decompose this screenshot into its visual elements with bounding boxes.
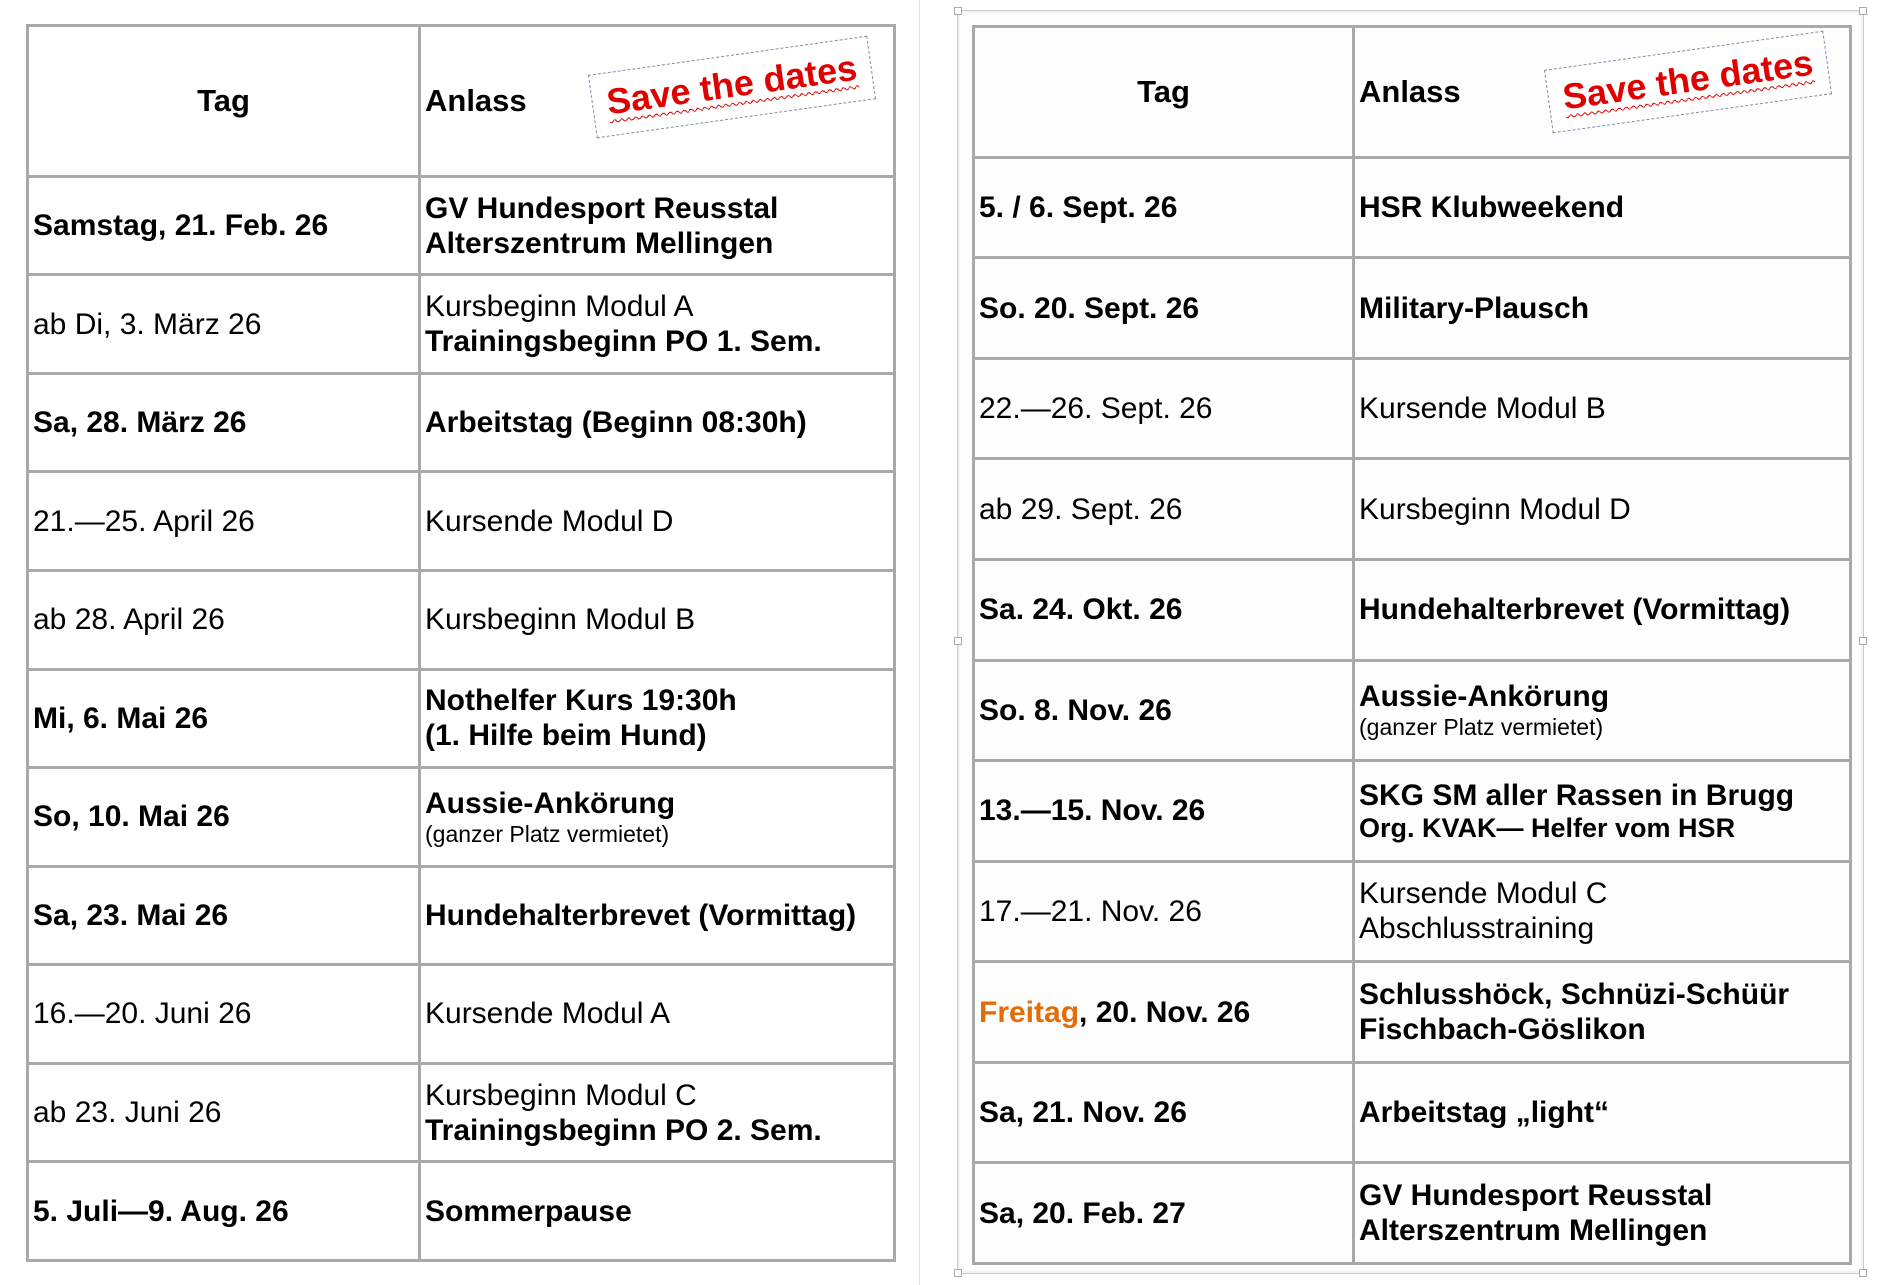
event-text-line: Kursbeginn Modul C xyxy=(425,1078,697,1112)
event-cell[interactable] xyxy=(420,1063,895,1162)
event-text-line: Aussie-Ankörung xyxy=(425,786,676,820)
date-text: So. 20. Sept. 26 xyxy=(979,291,1200,325)
table-row xyxy=(28,669,895,768)
table-row xyxy=(974,258,1851,359)
event-text-line: Org. KVAK— Helfer vom HSR xyxy=(1359,813,1736,844)
table-row xyxy=(28,176,895,275)
table-row xyxy=(28,1063,895,1162)
date-cell[interactable] xyxy=(28,965,420,1064)
date-cell[interactable] xyxy=(974,358,1354,459)
event-text-line: Trainingsbeginn PO 1. Sem. xyxy=(425,325,822,359)
event-text-line: GV Hundesport Reusstal xyxy=(425,191,779,225)
event-cell[interactable] xyxy=(1354,358,1851,459)
event-cell[interactable] xyxy=(420,669,895,768)
resize-handle[interactable] xyxy=(1859,637,1867,645)
date-cell[interactable] xyxy=(974,1062,1354,1163)
date-text: 5. Juli—9. Aug. 26 xyxy=(33,1194,289,1228)
date-cell[interactable] xyxy=(28,1063,420,1162)
date-text: 17.—21. Nov. 26 xyxy=(979,894,1202,928)
resize-handle[interactable] xyxy=(954,1269,962,1277)
anlass-header-label: Anlass xyxy=(1359,74,1461,110)
table-row xyxy=(974,962,1851,1063)
table-row xyxy=(974,761,1851,862)
table-row xyxy=(28,275,895,374)
event-cell[interactable] xyxy=(1354,157,1851,258)
table-row xyxy=(28,965,895,1064)
date-text: ab 28. April 26 xyxy=(33,603,225,637)
event-cell[interactable] xyxy=(1354,660,1851,761)
date-text: Sa, 21. Nov. 26 xyxy=(979,1096,1187,1130)
event-text-line: Nothelfer Kurs 19:30h xyxy=(425,684,737,718)
date-cell[interactable] xyxy=(28,1162,420,1261)
resize-handle[interactable] xyxy=(954,7,962,15)
tag-header-label: Tag xyxy=(197,83,250,119)
date-weekday-highlight: Freitag xyxy=(979,995,1080,1029)
anlass-column-header xyxy=(1354,27,1851,158)
date-text: Mi, 6. Mai 26 xyxy=(33,701,209,735)
date-text: Samstag, 21. Feb. 26 xyxy=(33,209,329,243)
date-cell[interactable] xyxy=(974,660,1354,761)
date-text: So, 10. Mai 26 xyxy=(33,800,230,834)
event-text-line: Kursende Modul B xyxy=(1359,392,1606,426)
event-cell[interactable] xyxy=(420,965,895,1064)
date-cell[interactable] xyxy=(28,373,420,472)
event-text-line: Schlusshöck, Schnüzi-Schüür xyxy=(1359,978,1790,1012)
event-text-line: (ganzer Platz vermietet) xyxy=(1359,714,1604,741)
table-row xyxy=(974,660,1851,761)
right-schedule-page[interactable] xyxy=(957,10,1864,1274)
event-cell[interactable] xyxy=(1354,258,1851,359)
save-the-dates-stamp[interactable] xyxy=(588,36,876,139)
event-text-line: (ganzer Platz vermietet) xyxy=(425,820,670,847)
table-row xyxy=(28,1162,895,1261)
date-cell[interactable] xyxy=(974,559,1354,660)
event-cell[interactable] xyxy=(420,768,895,867)
date-cell[interactable] xyxy=(974,861,1354,962)
table-row xyxy=(974,1062,1851,1163)
event-text-line: Sommerpause xyxy=(425,1194,632,1228)
event-text-line: Fischbach-Göslikon xyxy=(1359,1013,1646,1047)
event-text-line: Military-Plausch xyxy=(1359,291,1590,325)
date-text: Sa, 23. Mai 26 xyxy=(33,898,229,932)
event-text-line: Arbeitstag „light“ xyxy=(1359,1096,1610,1130)
date-cell[interactable] xyxy=(28,571,420,670)
date-text: 13.—15. Nov. 26 xyxy=(979,794,1206,828)
table-row xyxy=(974,459,1851,560)
stamp-text: Save the dates xyxy=(603,46,860,123)
event-cell[interactable] xyxy=(1354,962,1851,1063)
date-text: Sa, 20. Feb. 27 xyxy=(979,1196,1186,1230)
event-text-line: GV Hundesport Reusstal xyxy=(1359,1179,1713,1213)
event-cell[interactable] xyxy=(1354,559,1851,660)
date-cell[interactable] xyxy=(28,176,420,275)
date-text: Sa, 28. März 26 xyxy=(33,406,247,440)
anlass-column-header xyxy=(420,26,895,177)
event-text-line: Kursbeginn Modul A xyxy=(425,290,694,324)
event-text-line: Alterszentrum Mellingen xyxy=(1359,1214,1708,1248)
event-cell[interactable] xyxy=(1354,761,1851,862)
event-text-line: Kursende Modul A xyxy=(425,997,671,1031)
date-cell[interactable] xyxy=(974,761,1354,862)
event-text-line: HSR Klubweekend xyxy=(1359,191,1625,225)
date-text: ab 29. Sept. 26 xyxy=(979,492,1183,526)
table-row xyxy=(974,157,1851,258)
event-cell[interactable] xyxy=(420,866,895,965)
event-cell[interactable] xyxy=(1354,1163,1851,1264)
tag-header-label: Tag xyxy=(1137,74,1190,110)
table-header-row xyxy=(974,27,1851,158)
date-cell[interactable] xyxy=(28,768,420,867)
event-text-line: Aussie-Ankörung xyxy=(1359,680,1610,714)
date-text: ab 23. Juni 26 xyxy=(33,1096,222,1130)
left-schedule-page xyxy=(26,24,896,1262)
right-schedule-table xyxy=(972,25,1852,1265)
page-divider xyxy=(919,0,920,1285)
event-text-line: Kursende Modul C xyxy=(1359,877,1608,911)
date-text: ab Di, 3. März 26 xyxy=(33,307,262,341)
date-text: 21.—25. April 26 xyxy=(33,504,255,538)
date-cell[interactable] xyxy=(28,669,420,768)
date-cell[interactable] xyxy=(28,472,420,571)
event-cell[interactable] xyxy=(1354,459,1851,560)
date-cell[interactable] xyxy=(974,258,1354,359)
table-row xyxy=(974,358,1851,459)
date-text: Sa. 24. Okt. 26 xyxy=(979,593,1183,627)
date-text: 22.—26. Sept. 26 xyxy=(979,392,1213,426)
save-the-dates-stamp[interactable] xyxy=(1544,31,1832,134)
date-cell[interactable] xyxy=(974,962,1354,1063)
date-cell[interactable] xyxy=(974,157,1354,258)
event-text-line: Kursbeginn Modul B xyxy=(425,603,696,637)
event-cell[interactable] xyxy=(1354,861,1851,962)
table-row xyxy=(28,571,895,670)
tag-column-header xyxy=(974,27,1354,158)
event-cell[interactable] xyxy=(420,472,895,571)
event-cell[interactable] xyxy=(420,571,895,670)
date-text: So. 8. Nov. 26 xyxy=(979,693,1172,727)
date-text: 5. / 6. Sept. 26 xyxy=(979,191,1178,225)
event-cell[interactable] xyxy=(1354,1062,1851,1163)
table-row xyxy=(28,768,895,867)
date-cell[interactable] xyxy=(28,275,420,374)
anlass-header-label: Anlass xyxy=(425,83,527,119)
event-text-line: Abschlusstraining xyxy=(1359,912,1595,946)
event-text-line: Alterszentrum Mellingen xyxy=(425,226,774,260)
tag-column-header xyxy=(28,26,420,177)
date-cell[interactable] xyxy=(28,866,420,965)
event-text-line: SKG SM aller Rassen in Brugg xyxy=(1359,779,1795,813)
event-text-line: (1. Hilfe beim Hund) xyxy=(425,719,707,753)
date-cell[interactable] xyxy=(974,459,1354,560)
resize-handle[interactable] xyxy=(1859,1269,1867,1277)
event-cell[interactable] xyxy=(420,373,895,472)
left-schedule-table xyxy=(26,24,896,1262)
event-text-line: Hundehalterbrevet (Vormittag) xyxy=(1359,593,1791,627)
table-row xyxy=(974,861,1851,962)
table-header-row xyxy=(28,26,895,177)
event-cell[interactable] xyxy=(420,176,895,275)
stamp-text: Save the dates xyxy=(1559,41,1816,118)
table-row xyxy=(974,559,1851,660)
resize-handle[interactable] xyxy=(954,637,962,645)
table-row xyxy=(28,373,895,472)
date-cell[interactable] xyxy=(974,1163,1354,1264)
table-row xyxy=(974,1163,1851,1264)
event-text-line: Hundehalterbrevet (Vormittag) xyxy=(425,898,857,932)
event-text-line: Arbeitstag (Beginn 08:30h) xyxy=(425,406,807,440)
table-row xyxy=(28,472,895,571)
event-cell[interactable] xyxy=(420,275,895,374)
table-row xyxy=(28,866,895,965)
date-text: , 20. Nov. 26 xyxy=(1079,995,1251,1029)
date-text: 16.—20. Juni 26 xyxy=(33,997,252,1031)
event-text-line: Kursbeginn Modul D xyxy=(1359,492,1631,526)
resize-handle[interactable] xyxy=(1859,7,1867,15)
event-text-line: Trainingsbeginn PO 2. Sem. xyxy=(425,1113,822,1147)
event-text-line: Kursende Modul D xyxy=(425,504,674,538)
event-cell[interactable] xyxy=(420,1162,895,1261)
